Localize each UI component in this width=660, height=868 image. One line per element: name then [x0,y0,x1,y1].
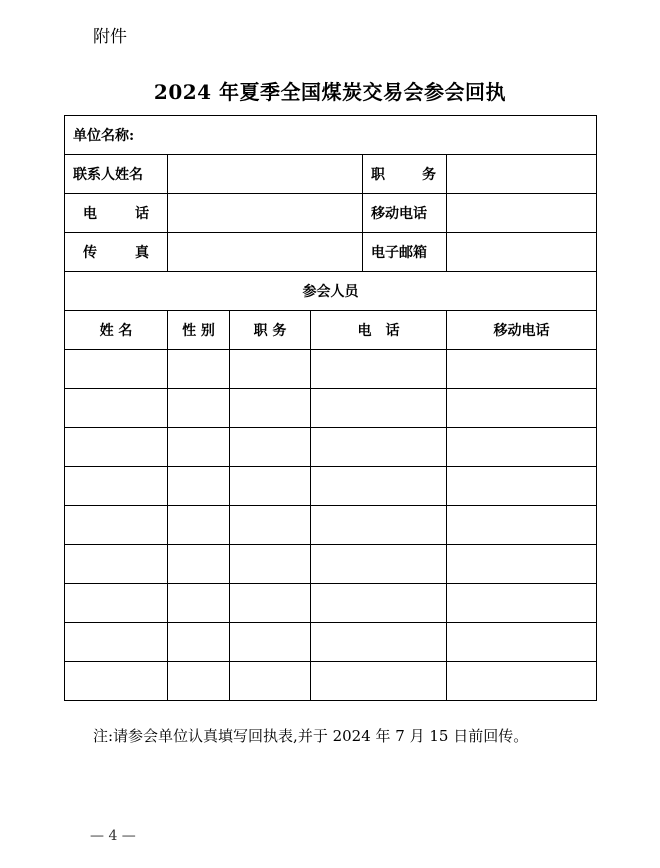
cell-gender[interactable] [168,662,230,701]
col-header-gender: 性 别 [168,311,230,350]
page-number: — 4 — [90,828,136,844]
cell-mobile[interactable] [447,545,597,584]
cell-name[interactable] [65,350,168,389]
phone-row [65,194,597,233]
cell-position[interactable] [230,350,311,389]
cell-gender[interactable] [168,428,230,467]
cell-gender[interactable] [168,389,230,428]
cell-name[interactable] [65,545,168,584]
table-row [65,584,597,623]
cell-phone[interactable] [311,623,447,662]
cell-phone[interactable] [311,506,447,545]
email-field[interactable] [447,233,597,272]
cell-mobile[interactable] [447,389,597,428]
col-header-mobile: 移动电话 [447,311,597,350]
cell-mobile[interactable] [447,506,597,545]
contact-name-label: 联系人姓名 [65,155,168,194]
table-row [65,662,597,701]
cell-mobile[interactable] [447,467,597,506]
unit-name-label: 单位名称: [65,116,597,155]
fax-row [65,233,597,272]
cell-name[interactable] [65,467,168,506]
cell-mobile[interactable] [447,428,597,467]
cell-name[interactable] [65,506,168,545]
table-row [65,506,597,545]
cell-position[interactable] [230,389,311,428]
cell-position[interactable] [230,467,311,506]
cell-phone[interactable] [311,389,447,428]
cell-name[interactable] [65,428,168,467]
cell-mobile[interactable] [447,584,597,623]
email-label: 电子邮箱 [363,233,447,272]
cell-mobile[interactable] [447,623,597,662]
col-header-name: 姓 名 [65,311,168,350]
col-header-position: 职 务 [230,311,311,350]
footnote: 注:请参会单位认真填写回执表,并于 2024 年 7 月 15 日前回传。 [93,727,529,745]
document-title: 2024 年夏季全国煤炭交易会参会回执 [153,80,507,104]
unit-name-row [65,116,597,155]
cell-name[interactable] [65,623,168,662]
cell-position[interactable] [230,662,311,701]
cell-name[interactable] [65,584,168,623]
cell-gender[interactable] [168,623,230,662]
table-row [65,467,597,506]
cell-position[interactable] [230,623,311,662]
table-row [65,350,597,389]
cell-gender[interactable] [168,545,230,584]
attachment-label: 附件 [93,27,127,47]
cell-phone[interactable] [311,545,447,584]
position-label: 职 务 [363,155,447,194]
cell-position[interactable] [230,545,311,584]
mobile-field[interactable] [447,194,597,233]
table-row [65,545,597,584]
cell-mobile[interactable] [447,350,597,389]
phone-label: 电 话 [65,194,168,233]
attendee-rows [65,350,597,701]
attendees-heading-row [65,272,597,311]
mobile-label: 移动电话 [363,194,447,233]
cell-gender[interactable] [168,467,230,506]
cell-name[interactable] [65,662,168,701]
table-row [65,623,597,662]
cell-phone[interactable] [311,428,447,467]
contact-row [65,155,597,194]
attendees-heading: 参会人员 [65,272,597,311]
cell-name[interactable] [65,389,168,428]
cell-phone[interactable] [311,584,447,623]
cell-phone[interactable] [311,467,447,506]
position-field[interactable] [447,155,597,194]
cell-gender[interactable] [168,584,230,623]
col-header-phone: 电 话 [311,311,447,350]
cell-phone[interactable] [311,662,447,701]
fax-label: 传 真 [65,233,168,272]
contact-name-field[interactable] [168,155,363,194]
table-row [65,389,597,428]
cell-phone[interactable] [311,350,447,389]
cell-position[interactable] [230,584,311,623]
cell-gender[interactable] [168,350,230,389]
cell-position[interactable] [230,428,311,467]
registration-form-table [64,115,597,701]
cell-gender[interactable] [168,506,230,545]
phone-field[interactable] [168,194,363,233]
fax-field[interactable] [168,233,363,272]
cell-mobile[interactable] [447,662,597,701]
attendees-header-row [65,311,597,350]
table-row [65,428,597,467]
cell-position[interactable] [230,506,311,545]
